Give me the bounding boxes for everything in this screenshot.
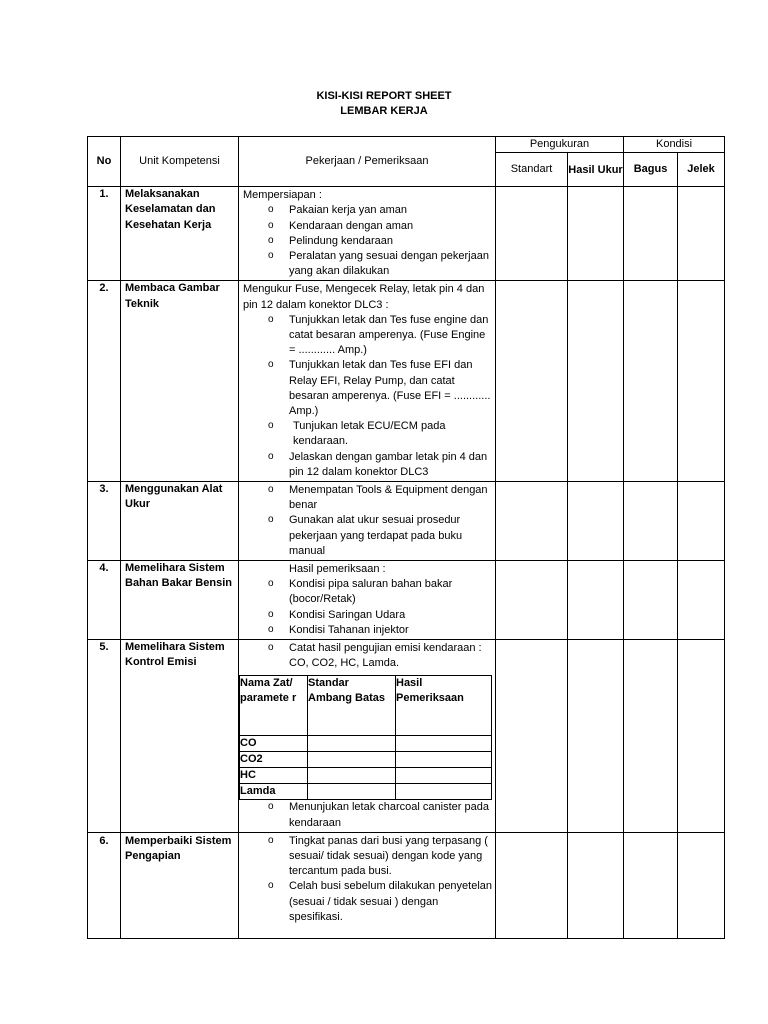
input-jelek[interactable]: [678, 640, 725, 833]
unit-kompetensi: Melaksanakan Keselamatan dan Kesehatan Kerja: [121, 187, 239, 281]
input-bagus[interactable]: [624, 187, 678, 281]
input-hasil-ukur[interactable]: [568, 640, 624, 833]
emission-param: CO2: [240, 751, 308, 767]
unit-kompetensi: Memelihara Sistem Kontrol Emisi: [121, 640, 239, 833]
input-hasil-ukur[interactable]: [568, 832, 624, 938]
header-pekerjaan: Pekerjaan / Pemeriksaan: [239, 137, 496, 187]
job-cell: [239, 832, 496, 938]
header-jelek: Jelek: [678, 153, 725, 187]
header-no: No: [88, 137, 121, 187]
emission-hasil-cell[interactable]: [396, 735, 492, 751]
header-hasil-ukur: Hasil Ukur: [568, 153, 624, 187]
job-intro: Hasil pemeriksaan :: [289, 563, 386, 576]
list-item: o Pelindung kendaraan: [243, 234, 493, 249]
input-bagus[interactable]: [624, 561, 678, 640]
emission-hasil-cell[interactable]: [396, 767, 492, 783]
document-title: KISI-KISI REPORT SHEET: [316, 90, 452, 102]
list-item: o Catat hasil pengujian emisi kendaraan : CO, CO2, HC, Lamda.: [243, 641, 495, 671]
job-cell: [239, 561, 496, 640]
emission-header-standar: Standar Ambang Batas: [308, 675, 396, 735]
unit-kompetensi: Memelihara Sistem Bahan Bakar Bensin: [121, 561, 239, 640]
list-item: o Tunjukkan letak dan Tes fuse engine dan catat besaran amperenya. (Fuse Engine = ............ Amp.): [243, 313, 493, 359]
header-kondisi: Kondisi: [624, 137, 725, 153]
input-hasil-ukur[interactable]: [568, 561, 624, 640]
row-number: 5.: [88, 640, 121, 833]
document-subtitle: LEMBAR KERJA: [340, 105, 428, 117]
emission-table: [239, 675, 492, 801]
list-item: o Tunjukan letak ECU/ECM pada kendaraan.: [243, 419, 493, 449]
list-item: o Tingkat panas dari busi yang terpasang ( sesuai/ tidak sesuai) dengan kode yang tercantum pada busi.: [243, 834, 493, 880]
row-number: 3.: [88, 482, 121, 561]
header-bagus: Bagus: [624, 153, 678, 187]
input-jelek[interactable]: [678, 561, 725, 640]
input-jelek[interactable]: [678, 482, 725, 561]
input-standart[interactable]: [496, 281, 568, 482]
report-table: [87, 136, 725, 939]
emission-param: Lamda: [240, 784, 308, 800]
list-item: o Kendaraan dengan aman: [243, 219, 493, 234]
unit-kompetensi: Menggunakan Alat Ukur: [121, 482, 239, 561]
input-jelek[interactable]: [678, 832, 725, 938]
input-hasil-ukur[interactable]: [568, 281, 624, 482]
job-cell: [239, 281, 496, 482]
list-item: o Kondisi pipa saluran bahan bakar (bocor/Retak): [243, 577, 493, 607]
job-cell: [239, 187, 496, 281]
header-standart: Standart: [496, 153, 568, 187]
list-item: o Kondisi Tahanan injektor: [243, 623, 493, 638]
list-item: o Gunakan alat ukur sesuai prosedur pekerjaan yang terdapat pada buku manual: [243, 513, 493, 559]
input-standart[interactable]: [496, 561, 568, 640]
input-bagus[interactable]: [624, 482, 678, 561]
emission-param: HC: [240, 767, 308, 783]
header-pengukuran: Pengukuran: [496, 137, 624, 153]
list-item: o Menunjukan letak charcoal canister pada kendaraan: [243, 800, 495, 830]
row-number: 2.: [88, 281, 121, 482]
input-standart[interactable]: [496, 187, 568, 281]
row-number: 1.: [88, 187, 121, 281]
emission-header-hasil: Hasil Pemeriksaan: [396, 675, 492, 735]
job-cell: [239, 482, 496, 561]
list-item: o Pakaian kerja yan aman: [243, 203, 493, 218]
input-bagus[interactable]: [624, 640, 678, 833]
input-standart[interactable]: [496, 832, 568, 938]
emission-hasil-cell[interactable]: [396, 751, 492, 767]
job-cell: [239, 640, 496, 833]
input-jelek[interactable]: [678, 187, 725, 281]
list-item: o Peralatan yang sesuai dengan pekerjaan yang akan dilakukan: [243, 249, 493, 279]
emission-standar-cell[interactable]: [308, 784, 396, 800]
table-row: [88, 482, 725, 561]
job-intro: Mengukur Fuse, Mengecek Relay, letak pin 4 dan pin 12 dalam konektor DLC3 :: [243, 283, 485, 311]
list-item: o Jelaskan dengan gambar letak pin 4 dan pin 12 dalam konektor DLC3: [243, 450, 493, 480]
input-standart[interactable]: [496, 640, 568, 833]
input-jelek[interactable]: [678, 281, 725, 482]
unit-kompetensi: Membaca Gambar Teknik: [121, 281, 239, 482]
emission-standar-cell[interactable]: [308, 767, 396, 783]
list-item: o Celah busi sebelum dilakukan penyetelan (sesuai / tidak sesuai ) dengan spesifikasi.: [243, 879, 493, 925]
input-hasil-ukur[interactable]: [568, 187, 624, 281]
emission-standar-cell[interactable]: [308, 735, 396, 751]
row-number: 6.: [88, 832, 121, 938]
emission-hasil-cell[interactable]: [396, 784, 492, 800]
table-row: [88, 832, 725, 938]
job-intro: Mempersiapan :: [243, 189, 322, 202]
emission-param: CO: [240, 735, 308, 751]
list-item: o Tunjukkan letak dan Tes fuse EFI dan Relay EFI, Relay Pump, dan catat besaran amperenya. (Fuse EFI = ............ Amp.): [243, 358, 493, 419]
header-unit-kompetensi: Unit Kompetensi: [121, 137, 239, 187]
input-bagus[interactable]: [624, 832, 678, 938]
table-row: [88, 561, 725, 640]
emission-header-zat: Nama Zat/ paramete r: [240, 675, 308, 735]
input-standart[interactable]: [496, 482, 568, 561]
list-item: o Kondisi Saringan Udara: [243, 608, 493, 623]
list-item: o Menempatan Tools & Equipment dengan benar: [243, 483, 493, 513]
unit-kompetensi: Memperbaiki Sistem Pengapian: [121, 832, 239, 938]
input-bagus[interactable]: [624, 281, 678, 482]
table-row: [88, 187, 725, 281]
emission-standar-cell[interactable]: [308, 751, 396, 767]
input-hasil-ukur[interactable]: [568, 482, 624, 561]
table-row: [88, 281, 725, 482]
row-number: 4.: [88, 561, 121, 640]
table-row: [88, 640, 725, 833]
